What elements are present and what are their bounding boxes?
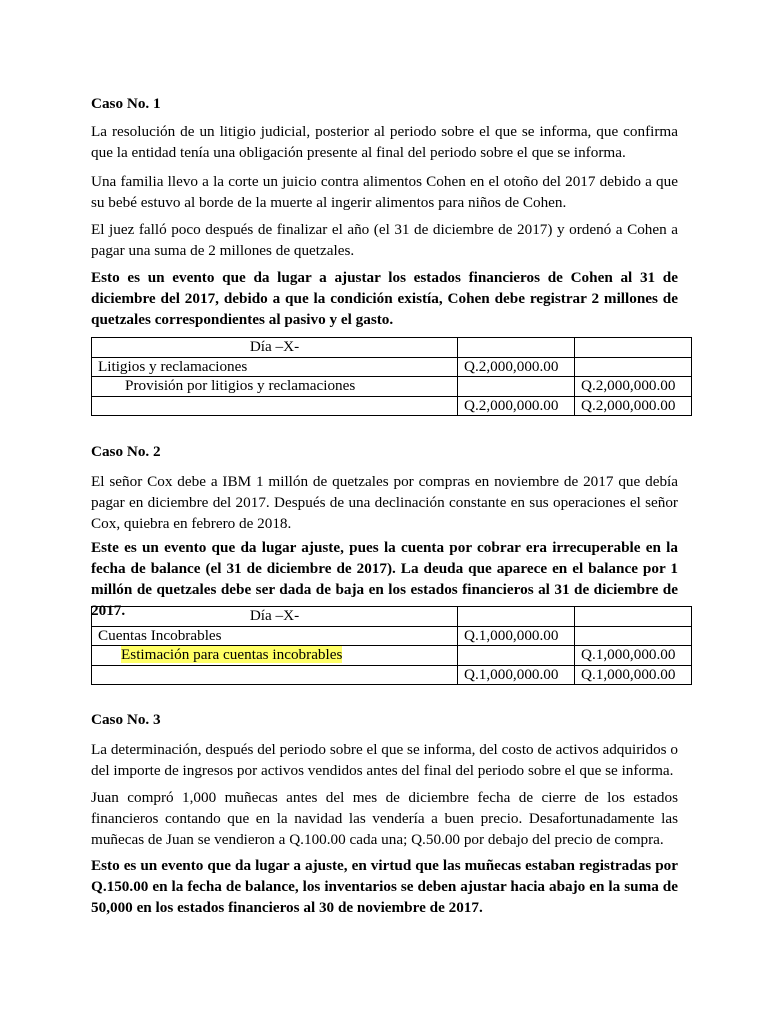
- table-row: [92, 338, 692, 358]
- journal-account: Litigios y reclamaciones: [92, 357, 458, 377]
- journal-account: [92, 665, 458, 685]
- journal-credit-cell: [575, 357, 692, 377]
- journal-total-credit: Q.2,000,000.00: [575, 396, 692, 416]
- journal-account: Provisión por litigios y reclamaciones: [92, 377, 458, 397]
- journal-total-debit: Q.2,000,000.00: [458, 396, 575, 416]
- table-row: [92, 396, 692, 416]
- journal-credit-cell: Q.2,000,000.00: [575, 377, 692, 397]
- caso2-conclusion: Este es un evento que da lugar ajuste, pues la cuenta por cobrar era irrecuperable en la fecha de balance (el 31 de diciembre de 2017). La deuda que aparece en el balance por 1 millón de quetzales debe ser dada de baja en los estados financieros al 31 de diciembre de 2017.: [91, 539, 678, 619]
- caso3-title: Caso No. 3: [91, 711, 161, 728]
- table-row: [92, 377, 692, 397]
- journal-credit-cell: [575, 607, 692, 627]
- journal-credit-cell: Q.1,000,000.00: [575, 646, 692, 666]
- caso1-paragraph-3: El juez falló poco después de finalizar el año (el 31 de diciembre de 2017) y ordenó a Cohen a pagar una suma de 2 millones de quetzales.: [91, 221, 678, 259]
- journal-account: Cuentas Incobrables: [92, 626, 458, 646]
- journal-debit-cell: [458, 338, 575, 358]
- table-row: [92, 626, 692, 646]
- table-row: [92, 665, 692, 685]
- journal-date-header: Día –X-: [92, 607, 458, 627]
- caso1-paragraph-2: Una familia llevo a la corte un juicio contra alimentos Cohen en el otoño del 2017 debido a que su bebé estuvo al borde de la muerte al ingerir alimentos para niños de Cohen.: [91, 173, 678, 211]
- highlighted-account: Estimación para cuentas incobrables: [121, 646, 343, 663]
- caso2-journal-table: [91, 606, 692, 685]
- journal-date-header: Día –X-: [92, 338, 458, 358]
- journal-account: [92, 396, 458, 416]
- journal-account: [92, 646, 458, 666]
- caso1-paragraph-1: La resolución de un litigio judicial, posterior al periodo sobre el que se informa, que confirma que la entidad tenía una obligación presente al final del periodo sobre el que se informa.: [91, 123, 678, 161]
- caso2-paragraph-1: El señor Cox debe a IBM 1 millón de quetzales por compras en noviembre de 2017 que debía pagar en diciembre del 2017. Después de una declinación constante en sus operaciones el señor Cox, quiebra en febrero de 2018.: [91, 473, 678, 532]
- journal-debit-cell: [458, 646, 575, 666]
- caso3-paragraph-1: La determinación, después del periodo sobre el que se informa, del costo de activos adquiridos o del importe de ingresos por activos vendidos antes del final del periodo sobre el que se informa.: [91, 741, 678, 779]
- journal-credit-cell: [575, 626, 692, 646]
- caso1-journal-table: [91, 337, 692, 416]
- table-row: [92, 607, 692, 627]
- journal-debit-cell: [458, 607, 575, 627]
- journal-total-debit: Q.1,000,000.00: [458, 665, 575, 685]
- table-row: [92, 646, 692, 666]
- journal-debit-cell: Q.1,000,000.00: [458, 626, 575, 646]
- caso3-conclusion: Esto es un evento que da lugar a ajuste, en virtud que las muñecas estaban registradas por Q.150.00 en la fecha de balance, los inventarios se deben ajustar hacia abajo en la suma de 50,000 en los estados financieros al 30 de noviembre de 2017.: [91, 857, 678, 916]
- caso2-title: Caso No. 2: [91, 443, 161, 460]
- caso3-paragraph-2: Juan compró 1,000 muñecas antes del mes de diciembre fecha de cierre de los estados financieros contando que en la navidad las vendería a buen precio. Desafortunadamente las muñecas de Juan se vendieron a Q.100.00 cada una; Q.50.00 por debajo del precio de compra.: [91, 789, 678, 848]
- journal-credit-cell: [575, 338, 692, 358]
- journal-debit-cell: [458, 377, 575, 397]
- caso1-title: Caso No. 1: [91, 95, 161, 112]
- table-row: [92, 357, 692, 377]
- journal-total-credit: Q.1,000,000.00: [575, 665, 692, 685]
- journal-debit-cell: Q.2,000,000.00: [458, 357, 575, 377]
- caso1-conclusion: Esto es un evento que da lugar a ajustar los estados financieros de Cohen al 31 de diciembre del 2017, debido a que la condición existía, Cohen debe registrar 2 millones de quetzales correspondientes al pasivo y el gasto.: [91, 269, 678, 328]
